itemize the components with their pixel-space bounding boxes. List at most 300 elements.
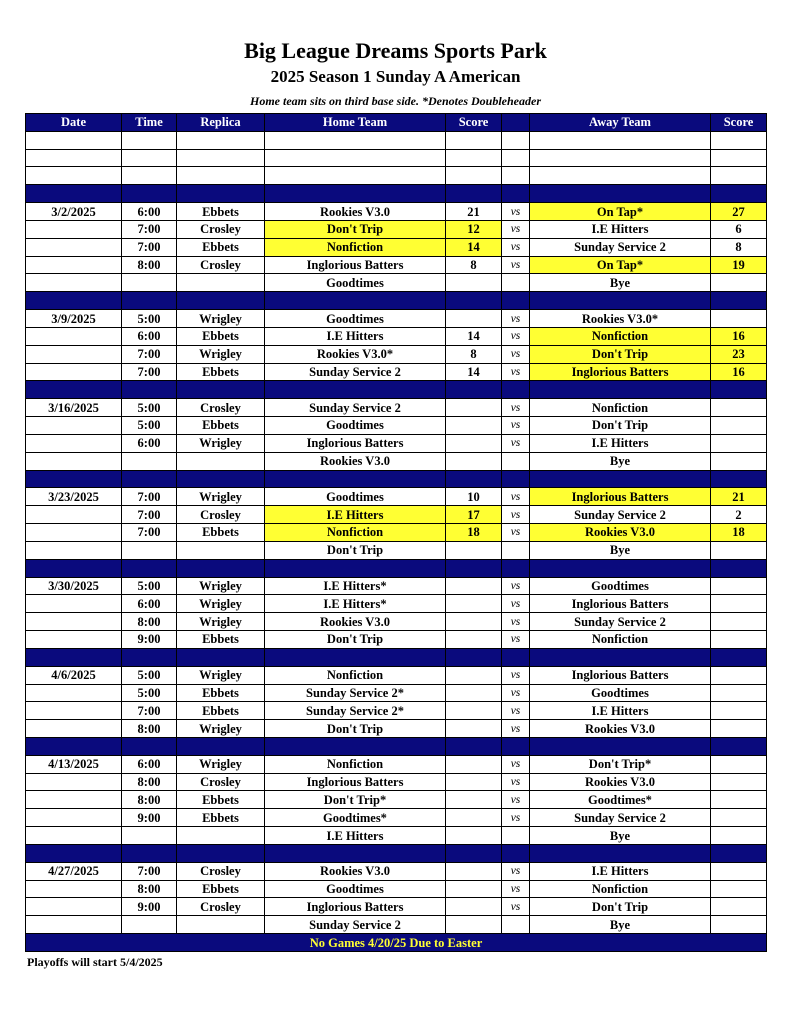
table-row — [26, 613, 767, 631]
away-team-cell: Bye — [530, 916, 711, 934]
blank-cell — [530, 167, 711, 185]
away-score-cell: 16 — [711, 327, 767, 345]
time-cell: 5:00 — [122, 417, 177, 435]
home-team-cell: Goodtimes — [265, 274, 446, 292]
blank-cell — [502, 167, 530, 185]
time-cell: 6:00 — [122, 755, 177, 773]
blank-cell — [446, 131, 502, 149]
separator-cell — [502, 648, 530, 666]
separator-cell — [711, 737, 767, 755]
separator-cell — [502, 470, 530, 488]
home-team-cell: Don't Trip — [265, 541, 446, 559]
vs-cell: vs — [502, 203, 530, 221]
separator-cell — [26, 381, 122, 399]
away-team-cell: Don't Trip — [530, 417, 711, 435]
blank-cell — [177, 149, 265, 167]
vs-cell: vs — [502, 345, 530, 363]
away-team-cell: Sunday Service 2 — [530, 238, 711, 256]
time-cell: 6:00 — [122, 595, 177, 613]
home-score-cell: 14 — [446, 238, 502, 256]
vs-cell: vs — [502, 310, 530, 328]
blank-cell — [530, 149, 711, 167]
vs-cell: vs — [502, 666, 530, 684]
playoffs-note: Playoffs will start 5/4/2025 — [27, 955, 163, 969]
separator-cell — [177, 648, 265, 666]
away-score-cell — [711, 631, 767, 649]
col-header-away-score: Score — [711, 114, 767, 132]
separator-cell — [122, 185, 177, 203]
away-score-cell — [711, 773, 767, 791]
replica-cell: Wrigley — [177, 755, 265, 773]
separator-cell — [265, 737, 446, 755]
vs-cell: vs — [502, 506, 530, 524]
separator-cell — [530, 559, 711, 577]
time-cell — [122, 452, 177, 470]
time-cell: 7:00 — [122, 238, 177, 256]
separator-cell — [122, 381, 177, 399]
table-row — [26, 595, 767, 613]
separator-cell — [265, 185, 446, 203]
blank-cell — [711, 167, 767, 185]
vs-cell: vs — [502, 595, 530, 613]
replica-cell: Wrigley — [177, 488, 265, 506]
home-score-cell — [446, 773, 502, 791]
week-separator-row — [26, 292, 767, 310]
separator-cell — [265, 381, 446, 399]
date-cell: 4/6/2025 — [26, 666, 122, 684]
home-score-cell: 12 — [446, 220, 502, 238]
away-score-cell: 23 — [711, 345, 767, 363]
date-cell — [26, 684, 122, 702]
home-team-cell: I.E Hitters — [265, 506, 446, 524]
away-team-cell: Goodtimes — [530, 577, 711, 595]
time-cell: 9:00 — [122, 898, 177, 916]
vs-cell — [502, 274, 530, 292]
home-score-cell: 8 — [446, 256, 502, 274]
replica-cell: Ebbets — [177, 702, 265, 720]
home-score-cell — [446, 399, 502, 417]
time-cell: 7:00 — [122, 862, 177, 880]
table-row — [26, 684, 767, 702]
vs-cell: vs — [502, 791, 530, 809]
blank-row — [26, 149, 767, 167]
separator-cell — [26, 844, 122, 862]
home-team-cell: Don't Trip — [265, 220, 446, 238]
separator-cell — [26, 648, 122, 666]
separator-cell — [446, 292, 502, 310]
time-cell: 7:00 — [122, 506, 177, 524]
date-cell — [26, 256, 122, 274]
time-cell: 7:00 — [122, 524, 177, 542]
blank-cell — [265, 167, 446, 185]
separator-cell — [446, 185, 502, 203]
col-header-time: Time — [122, 114, 177, 132]
replica-cell: Crosley — [177, 220, 265, 238]
home-score-cell — [446, 791, 502, 809]
away-team-cell: Nonfiction — [530, 880, 711, 898]
separator-cell — [446, 737, 502, 755]
home-score-cell: 8 — [446, 345, 502, 363]
date-cell: 3/2/2025 — [26, 203, 122, 221]
away-score-cell — [711, 417, 767, 435]
table-row — [26, 916, 767, 934]
separator-cell — [502, 292, 530, 310]
vs-cell — [502, 452, 530, 470]
blank-cell — [26, 167, 122, 185]
replica-cell: Wrigley — [177, 595, 265, 613]
home-score-cell — [446, 577, 502, 595]
separator-cell — [177, 292, 265, 310]
date-cell — [26, 274, 122, 292]
time-cell — [122, 827, 177, 845]
table-footer-row — [26, 934, 767, 952]
separator-cell — [530, 470, 711, 488]
separator-cell — [530, 648, 711, 666]
away-team-cell: Goodtimes — [530, 684, 711, 702]
home-score-cell: 17 — [446, 506, 502, 524]
schedule-table — [25, 113, 767, 952]
away-score-cell — [711, 577, 767, 595]
replica-cell: Wrigley — [177, 345, 265, 363]
date-cell — [26, 434, 122, 452]
time-cell: 7:00 — [122, 488, 177, 506]
date-cell — [26, 220, 122, 238]
vs-cell: vs — [502, 684, 530, 702]
table-row — [26, 506, 767, 524]
replica-cell: Ebbets — [177, 203, 265, 221]
time-cell: 6:00 — [122, 434, 177, 452]
separator-cell — [265, 648, 446, 666]
away-score-cell — [711, 791, 767, 809]
separator-cell — [502, 381, 530, 399]
table-row — [26, 702, 767, 720]
time-cell: 8:00 — [122, 256, 177, 274]
away-team-cell: Nonfiction — [530, 327, 711, 345]
table-row — [26, 880, 767, 898]
away-score-cell — [711, 898, 767, 916]
away-score-cell — [711, 702, 767, 720]
home-team-cell: Rookies V3.0* — [265, 345, 446, 363]
separator-cell — [177, 185, 265, 203]
home-team-cell: Sunday Service 2 — [265, 399, 446, 417]
separator-cell — [26, 292, 122, 310]
replica-cell: Ebbets — [177, 238, 265, 256]
time-cell: 8:00 — [122, 613, 177, 631]
home-team-cell: Sunday Service 2* — [265, 684, 446, 702]
away-team-cell: Bye — [530, 274, 711, 292]
away-team-cell: On Tap* — [530, 256, 711, 274]
separator-cell — [177, 381, 265, 399]
time-cell: 7:00 — [122, 345, 177, 363]
date-cell — [26, 417, 122, 435]
away-score-cell: 19 — [711, 256, 767, 274]
table-row — [26, 417, 767, 435]
time-cell: 7:00 — [122, 220, 177, 238]
home-score-cell — [446, 595, 502, 613]
home-score-cell — [446, 880, 502, 898]
replica-cell — [177, 452, 265, 470]
separator-cell — [711, 648, 767, 666]
separator-cell — [530, 185, 711, 203]
table-row — [26, 666, 767, 684]
table-row — [26, 345, 767, 363]
away-team-cell: Nonfiction — [530, 399, 711, 417]
blank-cell — [265, 149, 446, 167]
date-cell — [26, 809, 122, 827]
time-cell: 7:00 — [122, 363, 177, 381]
replica-cell: Crosley — [177, 506, 265, 524]
away-team-cell: Don't Trip — [530, 345, 711, 363]
table-row — [26, 399, 767, 417]
vs-cell: vs — [502, 862, 530, 880]
blank-cell — [711, 131, 767, 149]
col-header-away-team: Away Team — [530, 114, 711, 132]
away-team-cell: Inglorious Batters — [530, 488, 711, 506]
time-cell: 6:00 — [122, 203, 177, 221]
separator-cell — [446, 381, 502, 399]
separator-cell — [711, 185, 767, 203]
blank-cell — [502, 131, 530, 149]
vs-cell: vs — [502, 809, 530, 827]
separator-cell — [530, 737, 711, 755]
time-cell: 8:00 — [122, 791, 177, 809]
date-cell — [26, 613, 122, 631]
home-team-cell: Nonfiction — [265, 666, 446, 684]
blank-cell — [265, 131, 446, 149]
separator-cell — [711, 381, 767, 399]
replica-cell — [177, 274, 265, 292]
blank-cell — [446, 149, 502, 167]
replica-cell: Ebbets — [177, 880, 265, 898]
away-team-cell: I.E Hitters — [530, 434, 711, 452]
time-cell: 8:00 — [122, 880, 177, 898]
vs-cell: vs — [502, 256, 530, 274]
table-row — [26, 827, 767, 845]
separator-cell — [265, 470, 446, 488]
home-score-cell — [446, 916, 502, 934]
vs-cell — [502, 541, 530, 559]
date-cell — [26, 898, 122, 916]
date-cell: 3/30/2025 — [26, 577, 122, 595]
page-subtitle: 2025 Season 1 Sunday A American — [270, 67, 521, 86]
time-cell: 5:00 — [122, 577, 177, 595]
vs-cell: vs — [502, 631, 530, 649]
away-score-cell — [711, 310, 767, 328]
time-cell: 6:00 — [122, 327, 177, 345]
away-team-cell: Sunday Service 2 — [530, 506, 711, 524]
time-cell: 8:00 — [122, 773, 177, 791]
separator-cell — [502, 737, 530, 755]
replica-cell: Wrigley — [177, 577, 265, 595]
separator-cell — [711, 292, 767, 310]
table-row — [26, 256, 767, 274]
home-team-cell: Rookies V3.0 — [265, 862, 446, 880]
date-cell: 4/13/2025 — [26, 755, 122, 773]
vs-cell — [502, 827, 530, 845]
home-team-cell: Rookies V3.0 — [265, 203, 446, 221]
away-score-cell: 2 — [711, 506, 767, 524]
home-score-cell — [446, 898, 502, 916]
table-row — [26, 274, 767, 292]
separator-cell — [711, 844, 767, 862]
replica-cell: Wrigley — [177, 666, 265, 684]
week-separator-row — [26, 559, 767, 577]
home-score-cell — [446, 541, 502, 559]
vs-cell: vs — [502, 720, 530, 738]
table-row — [26, 310, 767, 328]
replica-cell: Wrigley — [177, 720, 265, 738]
blank-cell — [122, 149, 177, 167]
vs-cell: vs — [502, 399, 530, 417]
away-score-cell — [711, 809, 767, 827]
away-score-cell: 21 — [711, 488, 767, 506]
away-score-cell — [711, 595, 767, 613]
date-cell — [26, 791, 122, 809]
home-team-cell: Rookies V3.0 — [265, 613, 446, 631]
separator-cell — [177, 737, 265, 755]
home-team-cell: Nonfiction — [265, 238, 446, 256]
week-separator-row — [26, 737, 767, 755]
separator-cell — [122, 648, 177, 666]
home-score-cell — [446, 702, 502, 720]
away-score-cell — [711, 399, 767, 417]
col-header-vs — [502, 114, 530, 132]
separator-cell — [446, 559, 502, 577]
blank-cell — [122, 167, 177, 185]
separator-cell — [502, 559, 530, 577]
replica-cell: Crosley — [177, 862, 265, 880]
home-score-cell — [446, 755, 502, 773]
home-team-cell: Rookies V3.0 — [265, 452, 446, 470]
separator-cell — [122, 737, 177, 755]
replica-cell: Wrigley — [177, 434, 265, 452]
table-row — [26, 631, 767, 649]
week-separator-row — [26, 470, 767, 488]
home-score-cell: 21 — [446, 203, 502, 221]
date-cell: 3/16/2025 — [26, 399, 122, 417]
home-score-cell — [446, 274, 502, 292]
away-team-cell: Bye — [530, 541, 711, 559]
home-team-cell: Don't Trip* — [265, 791, 446, 809]
home-score-cell: 18 — [446, 524, 502, 542]
separator-cell — [177, 559, 265, 577]
home-team-cell: Sunday Service 2 — [265, 916, 446, 934]
vs-cell: vs — [502, 238, 530, 256]
home-team-cell: Inglorious Batters — [265, 898, 446, 916]
replica-cell: Ebbets — [177, 363, 265, 381]
away-score-cell — [711, 666, 767, 684]
time-cell: 5:00 — [122, 666, 177, 684]
separator-cell — [446, 648, 502, 666]
home-team-cell: Don't Trip — [265, 720, 446, 738]
home-team-cell: Sunday Service 2 — [265, 363, 446, 381]
away-score-cell — [711, 755, 767, 773]
col-header-date: Date — [26, 114, 122, 132]
home-team-cell: I.E Hitters — [265, 327, 446, 345]
col-header-replica: Replica — [177, 114, 265, 132]
col-header-home-team: Home Team — [265, 114, 446, 132]
separator-cell — [122, 470, 177, 488]
date-cell — [26, 363, 122, 381]
away-score-cell — [711, 613, 767, 631]
vs-cell: vs — [502, 755, 530, 773]
table-row — [26, 809, 767, 827]
away-score-cell — [711, 274, 767, 292]
away-team-cell: Don't Trip — [530, 898, 711, 916]
replica-cell: Crosley — [177, 256, 265, 274]
separator-cell — [711, 559, 767, 577]
separator-cell — [446, 470, 502, 488]
time-cell: 5:00 — [122, 684, 177, 702]
home-team-cell: Goodtimes — [265, 417, 446, 435]
away-score-cell — [711, 434, 767, 452]
replica-cell: Ebbets — [177, 524, 265, 542]
away-score-cell — [711, 916, 767, 934]
time-cell: 5:00 — [122, 310, 177, 328]
date-cell — [26, 773, 122, 791]
date-cell — [26, 595, 122, 613]
vs-cell: vs — [502, 880, 530, 898]
time-cell — [122, 916, 177, 934]
table-row — [26, 862, 767, 880]
replica-cell — [177, 916, 265, 934]
away-team-cell: I.E Hitters — [530, 862, 711, 880]
home-team-cell: I.E Hitters* — [265, 577, 446, 595]
away-team-cell: Sunday Service 2 — [530, 613, 711, 631]
table-row — [26, 791, 767, 809]
home-score-cell — [446, 666, 502, 684]
away-team-cell: Inglorious Batters — [530, 666, 711, 684]
date-cell — [26, 880, 122, 898]
date-cell — [26, 916, 122, 934]
home-score-cell — [446, 827, 502, 845]
replica-cell — [177, 541, 265, 559]
date-cell — [26, 702, 122, 720]
home-score-cell — [446, 434, 502, 452]
separator-cell — [265, 292, 446, 310]
separator-cell — [530, 381, 711, 399]
away-score-cell — [711, 452, 767, 470]
date-cell — [26, 827, 122, 845]
time-cell — [122, 274, 177, 292]
away-team-cell: Nonfiction — [530, 631, 711, 649]
away-team-cell: Rookies V3.0* — [530, 310, 711, 328]
week-separator-row — [26, 844, 767, 862]
vs-cell — [502, 916, 530, 934]
blank-cell — [530, 131, 711, 149]
vs-cell: vs — [502, 417, 530, 435]
blank-cell — [122, 131, 177, 149]
separator-cell — [265, 559, 446, 577]
table-row — [26, 452, 767, 470]
home-team-cell: Nonfiction — [265, 524, 446, 542]
table-row — [26, 363, 767, 381]
separator-cell — [446, 844, 502, 862]
separator-cell — [711, 470, 767, 488]
date-cell — [26, 631, 122, 649]
separator-cell — [177, 470, 265, 488]
table-row — [26, 488, 767, 506]
replica-cell: Ebbets — [177, 327, 265, 345]
week-separator-row — [26, 648, 767, 666]
date-cell — [26, 238, 122, 256]
time-cell: 9:00 — [122, 631, 177, 649]
home-team-cell: Inglorious Batters — [265, 773, 446, 791]
blank-cell — [177, 131, 265, 149]
home-score-cell: 14 — [446, 363, 502, 381]
away-team-cell: Rookies V3.0 — [530, 720, 711, 738]
away-team-cell: Don't Trip* — [530, 755, 711, 773]
